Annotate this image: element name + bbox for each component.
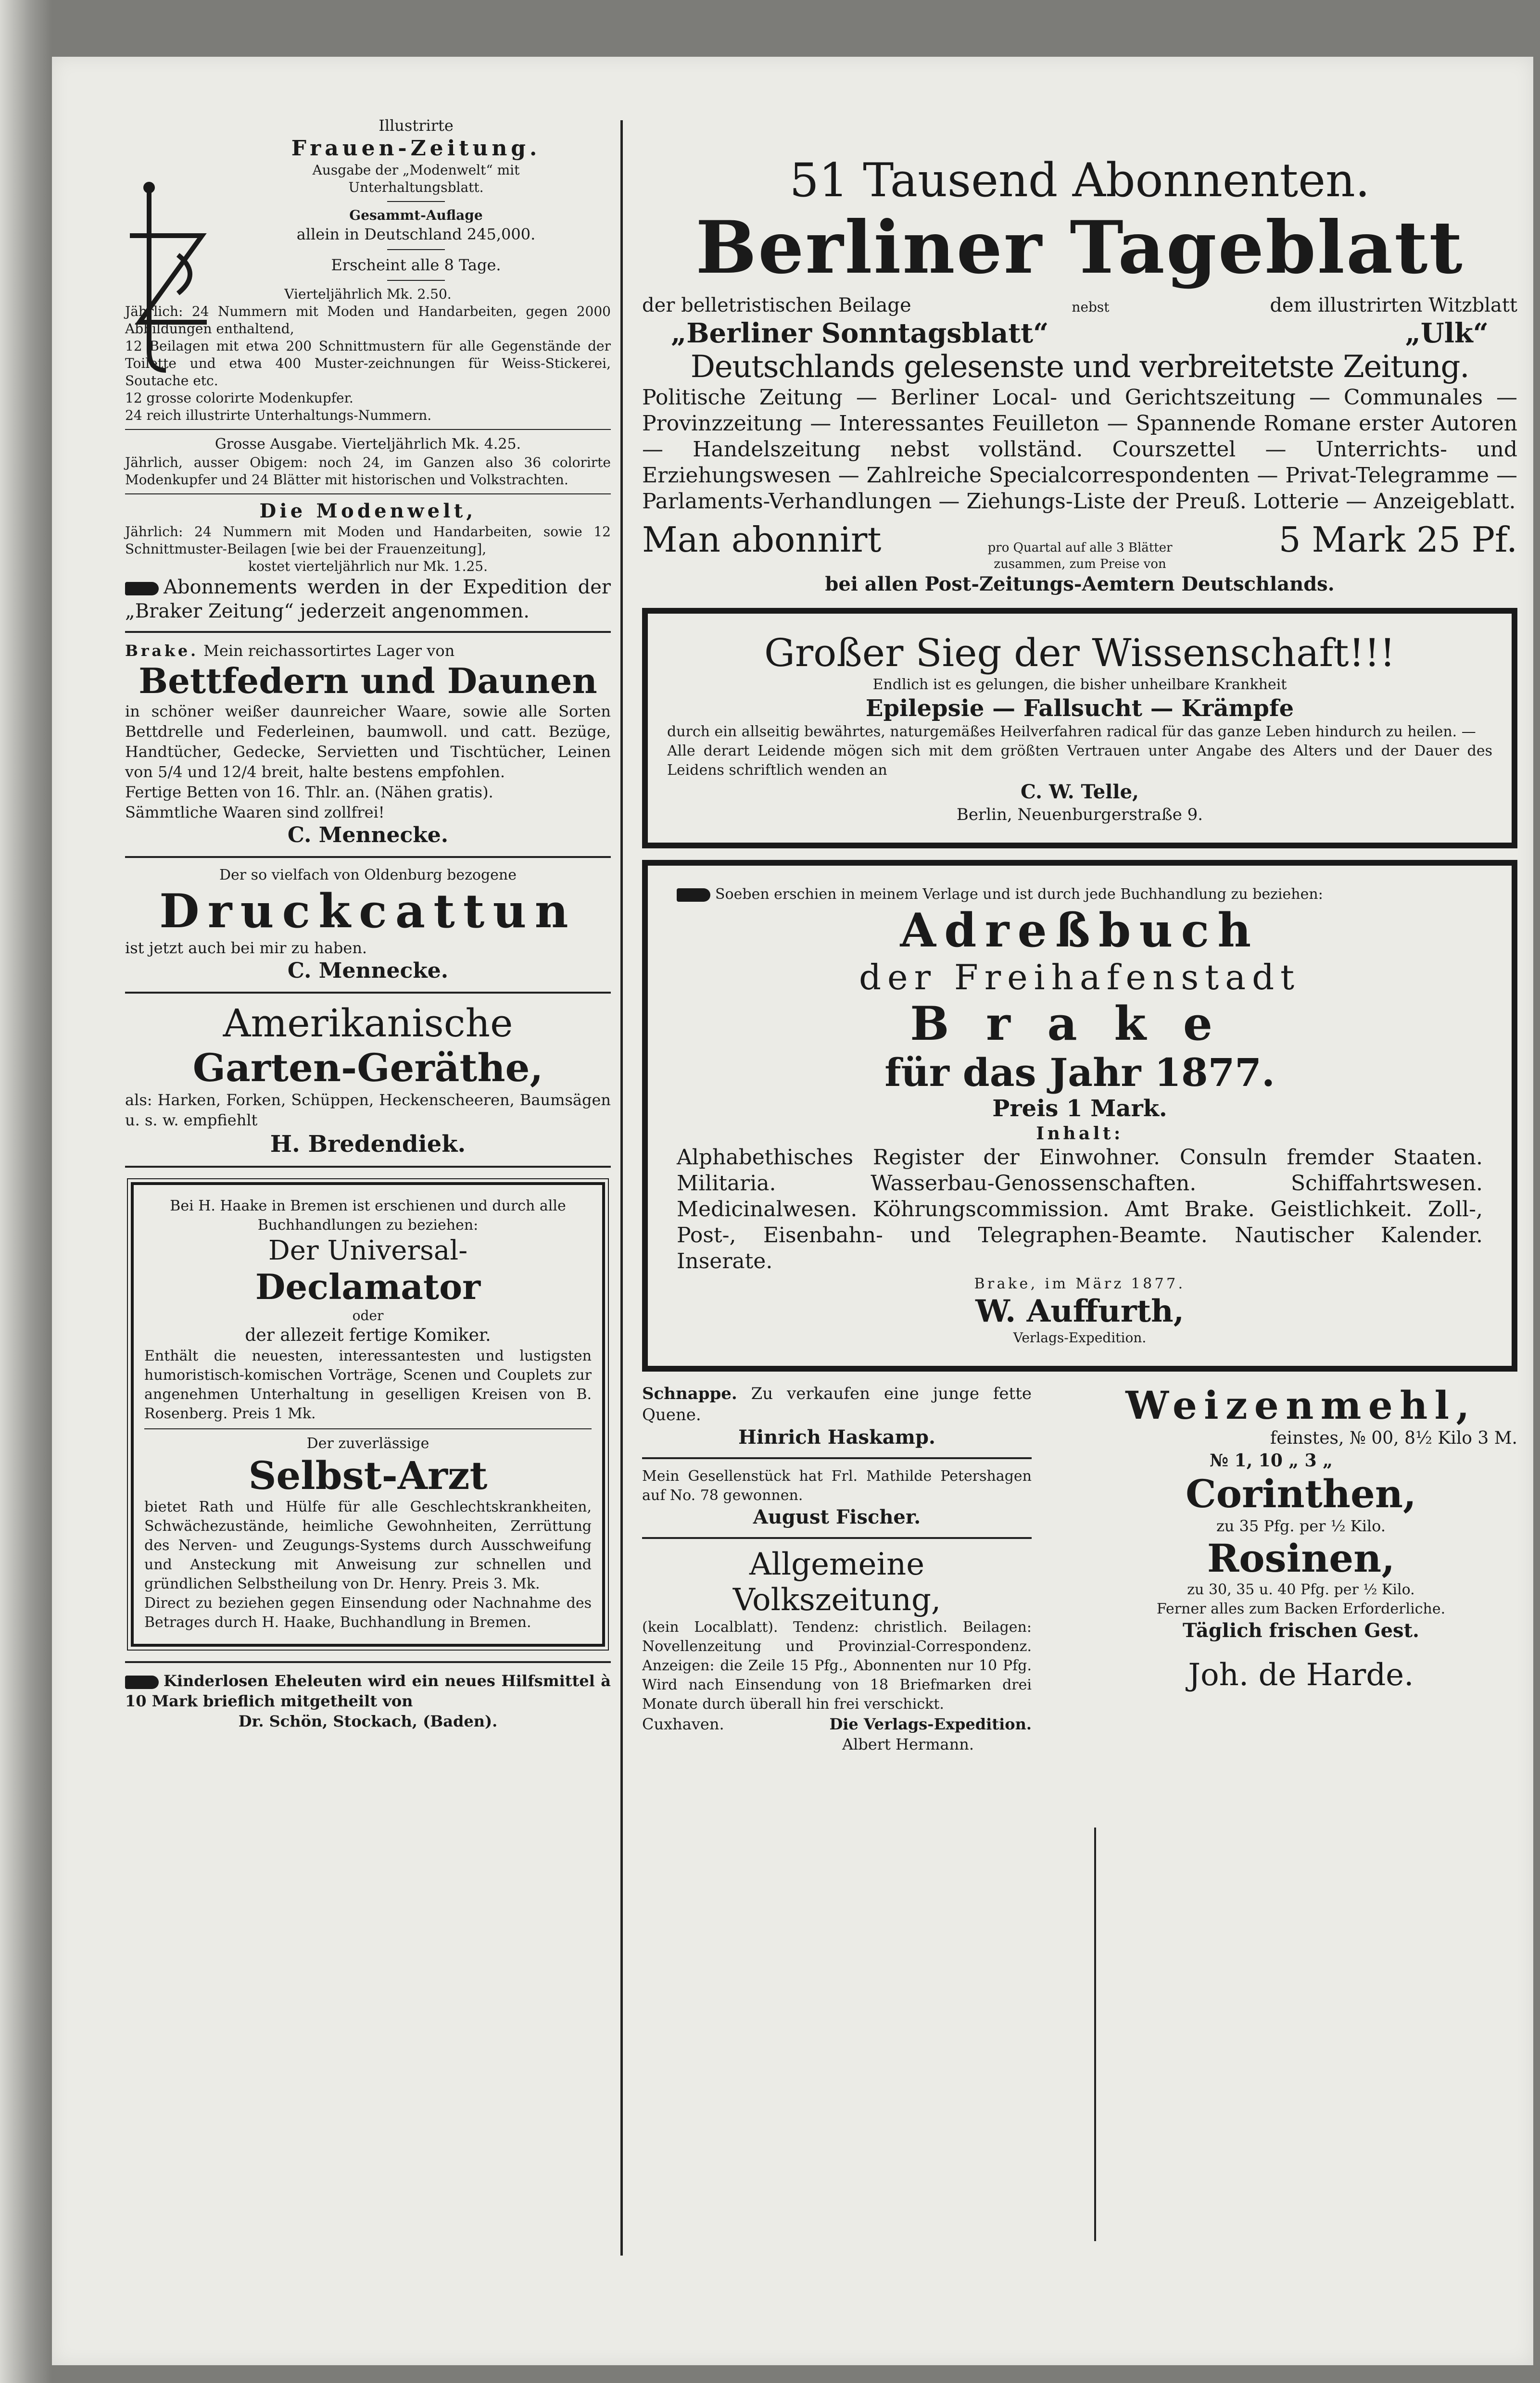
sieg-line3: Alle derart Leidende mögen sich mit dem größten Vertrauen unter Angabe des Alters und der Dauer des Leidens schriftlich wenden an [667, 743, 1492, 779]
frauen-jaehrlich: Jährlich: 24 Nummern mit Moden und Handarbeiten, gegen 2000 Abbildungen enthaltend, [125, 303, 611, 337]
adress-title2: der Freihafenstadt [858, 957, 1301, 997]
weizen-line1: feinstes, № 00, 8½ Kilo 3 M. [1270, 1428, 1517, 1448]
scan-border [0, 0, 52, 2383]
druck-title: Druckcattun [159, 884, 577, 938]
gesellen-sign: August Fischer. [753, 1506, 921, 1528]
decl-text2: bietet Rath und Hülfe für alle Geschlechtskrankheiten, Schwächezustände, heimliche Gewohnheiten, Zerrüttung des Nerven- und Zeugungs-Systems durch Ausschweifung und Ansteckung mit Anweisung zur schnellen und gründlichen Selbstheilung von Dr. Henry. Preis 3. Mk. [144, 1499, 592, 1592]
quartal1: pro Quartal auf alle 3 Blätter [987, 541, 1173, 555]
adress-sign: W. Auffurth, [975, 1293, 1184, 1329]
declamator-ad [131, 1182, 605, 1647]
sieg-title: Großer Sieg der Wissenschaft!!! [764, 630, 1396, 675]
adressbuch-ad [642, 860, 1517, 1372]
weizen-title2: Corinthen, [1186, 1471, 1416, 1516]
weizen-line6: Täglich frischen Gest. [1183, 1619, 1419, 1642]
beilage-nebst: nebst [1072, 299, 1110, 315]
druck-intro: Der so vielfach von Oldenburg bezogene [219, 867, 517, 883]
druck-sign: C. Mennecke. [287, 958, 449, 983]
decl-oder: oder [352, 1308, 384, 1324]
decl-title1: Der Universal- [268, 1235, 468, 1266]
bett-saemmtliche: Sämmtliche Waaren sind zollfrei! [125, 803, 385, 821]
adress-preis: Preis 1 Mark. [992, 1095, 1167, 1122]
gesellen-text: Mein Gesellenstück hat Frl. Mathilde Petershagen auf No. 78 gewonnen. [642, 1468, 1032, 1504]
frauen-title1: Illustrirte [379, 116, 454, 135]
tageblatt-top: 51 Tausend Abonnenten. [789, 153, 1370, 207]
sieg-krankheit: Epilepsie — Fallsucht — Krämpfe [865, 695, 1294, 722]
weizen-title3: Rosinen, [1207, 1536, 1395, 1581]
decl-title4: Selbst-Arzt [248, 1453, 488, 1498]
tageblatt-bei: bei allen Post-Zeitungs-Aemtern Deutschlands. [825, 573, 1335, 595]
right-column [642, 115, 1517, 1754]
decl-intro: Bei H. Haake in Bremen ist erschienen und durch alle Buchhandlungen zu beziehen: [170, 1198, 566, 1234]
frauen-line1: Ausgabe der „Modenwelt“ mit [312, 162, 520, 178]
tageblatt-abonniert: Man abonnirt [642, 519, 882, 560]
kinderlos-text: Kinderlosen Eheleuten wird ein neues Hilfsmittel à 10 Mark brieflich mitgetheilt von [125, 1672, 611, 1710]
modenwelt-title: Die Modenwelt, [259, 500, 477, 522]
sieg-address: Berlin, Neuenburgerstraße 9. [956, 805, 1203, 824]
garten-title2: Garten-Geräthe, [192, 1045, 543, 1090]
adress-title1: Adreßbuch [900, 903, 1260, 958]
schnappe-label: Schnappe. [642, 1384, 737, 1403]
garten-text: als: Harken, Forken, Schüppen, Heckenscheeren, Baumsägen u. s. w. empfiehlt [125, 1091, 611, 1129]
beilage-right2: „Ulk“ [1405, 317, 1489, 349]
weizen-line2: № 1, 10 „ 3 „ [1210, 1450, 1333, 1471]
volkszeitung-ad [642, 1547, 1032, 1754]
left-column [125, 115, 611, 1731]
druckcattun-ad [125, 866, 611, 984]
sieg-line2: durch ein allseitig bewährtes, naturgemäßes Heilverfahren radical für das ganze Leben hindurch zu heilen. — [667, 723, 1476, 740]
bettfedern-ad [125, 641, 611, 848]
garten-ad [125, 1001, 611, 1158]
frauen-auflage2: allein in Deutschland 245,000. [296, 225, 536, 243]
beilage-left2: „Berliner Sonntagsblatt“ [671, 317, 1049, 349]
volks-sign: Die Verlags-Expedition. [829, 1715, 1032, 1733]
gesellen-ad [642, 1467, 1032, 1529]
modenwelt-text: Jährlich: 24 Nummern mit Moden und Handarbeiten, sowie 12 Schnittmuster-Beilagen [wie bei der Frauenzeitung], [125, 524, 611, 557]
schnappe-text: Zu verkaufen eine junge fette Quene. [642, 1384, 1032, 1425]
garten-title1: Amerikanische [223, 1001, 513, 1046]
decl-title3: der allezeit fertige Komiker. [245, 1325, 491, 1345]
column-divider-lower [1094, 1828, 1096, 2241]
frauen-erscheint: Erscheint alle 8 Tage. [331, 256, 501, 274]
schnappe-sign: Hinrich Haskamp. [738, 1426, 935, 1449]
tageblatt-title: Berliner Tageblatt [695, 205, 1464, 290]
bett-intro-rest: Mein reichassortirtes Lager von [203, 642, 455, 660]
bett-title: Bettfedern und Daunen [139, 660, 597, 701]
adress-intro: Soeben erschien in meinem Verlage und ist durch jede Buchhandlung zu beziehen: [715, 886, 1323, 903]
kinderlos-ad [125, 1671, 611, 1731]
frauen-zeitung-ad [125, 115, 611, 623]
bett-fertige: Fertige Betten von 16. Thlr. an. (Nähen gratis). [125, 783, 493, 801]
schnappe-ad [642, 1383, 1032, 1450]
frauen-auflage1: Gesammt-Auflage [349, 207, 483, 223]
adress-title4: für das Jahr 1877. [884, 1050, 1275, 1095]
abo-text: Abonnements werden in der Expedition der „Braker Zeitung“ jederzeit angenommen. [125, 576, 611, 622]
abo-notice [125, 575, 611, 623]
bett-sign: C. Mennecke. [287, 823, 449, 847]
volks-title: Allgemeine Volkszeitung, [732, 1547, 941, 1618]
frauen-unterhaltung: 24 reich illustrirte Unterhaltungs-Nummern. [125, 407, 432, 423]
decl-text3: Direct zu beziehen gegen Einsendung oder Nachnahme des Betrages durch H. Haake, Buchhandlung in Bremen. [144, 1595, 592, 1631]
quartal2: zusammen, zum Preise von [994, 557, 1166, 571]
decl-zuverl: Der zuverlässige [306, 1435, 429, 1452]
weizen-sign: Joh. de Harde. [1188, 1657, 1414, 1693]
tageblatt-text: Politische Zeitung — Berliner Local- und Gerichtszeitung — Communales — Provinzzeitung — Interessantes Feuilleton — Spannende Romane erster Autoren — Handelszeitung nebst vollständ. Courszettel — Unterrichts- und Erziehungswesen — Zahlreiche Specialcorrespondenten — Privat-Telegramme — Parlaments-Verhandlungen — Ziehungs-Liste der Preuß. Lotterie — Anzeigeblatt. [642, 385, 1517, 514]
pointing-hand-icon [125, 582, 159, 595]
adress-title3: Brake [910, 996, 1250, 1051]
sieg-line1: Endlich ist es gelungen, die bisher unheilbare Krankheit [872, 676, 1287, 693]
modenwelt-price: kostet vierteljährlich nur Mk. 1.25. [248, 558, 488, 574]
adress-sign2: Verlags-Expedition. [1013, 1330, 1147, 1346]
kinderlos-sign: Dr. Schön, Stockach, (Baden). [238, 1712, 498, 1730]
tageblatt-ad [642, 154, 1517, 596]
weizenmehl-ad [1085, 1383, 1517, 1754]
weizen-line3: zu 35 Pfg. per ½ Kilo. [1216, 1517, 1386, 1535]
sieg-ad [642, 608, 1517, 848]
adress-inhalt-label: Inhalt: [1036, 1123, 1123, 1144]
frauen-modenkupfer: 12 grosse colorirte Modenkupfer. [125, 390, 353, 406]
decl-text: Enthält die neuesten, interessantesten und lustigsten humoristisch-komischen Vorträge, Scenen und Couplets zur angenehmen Unterhaltung in geselligen Kreisen von B. Rosenberg. Preis 1 Mk. [144, 1348, 592, 1422]
column-divider [620, 120, 623, 2256]
tageblatt-headline: Deutschlands gelesenste und verbreitetste Zeitung. [690, 349, 1469, 385]
bett-text: in schöner weißer daunreicher Waare, sowie alle Sorten Bettdrelle und Federleinen, baumwoll. und catt. Bezüge, Handtücher, Gedecke, Servietten und Tischtücher, Leinen von 5/4 und 12/4 breit, halte bestens empfohlen. [125, 702, 611, 781]
monogram-logo [120, 178, 216, 380]
frauen-grosse-text: Jährlich, ausser Obigem: noch 24, im Ganzen also 36 colorirte Modenkupfer und 24 Blätter mit historischen und Volkstrachten. [125, 454, 611, 488]
decl-title2: Declamator [255, 1266, 481, 1307]
druck-text: ist jetzt auch bei mir zu haben. [125, 939, 367, 957]
pointing-hand-icon [677, 888, 710, 902]
frauen-grosse: Grosse Ausgabe. Vierteljährlich Mk. 4.25. [215, 436, 521, 453]
weizen-title: Weizenmehl, [1125, 1383, 1477, 1428]
frauen-line2: Unterhaltungsblatt. [348, 179, 484, 195]
sieg-sign: C. W. Telle, [1021, 781, 1139, 803]
volks-text: (kein Localblatt). Tendenz: christlich. Beilagen: Novellenzeitung und Provinzial-Correspondenz. Anzeigen: die Zeile 15 Pfg., Abonnenten nur 10 Pfg. Wird nach Einsendung von 18 Briefmarken drei Monate durch überall hin frei verschickt. [642, 1619, 1032, 1713]
tageblatt-price: 5 Mark 25 Pf. [1278, 519, 1517, 560]
garten-sign: H. Bredendiek. [270, 1131, 466, 1158]
volks-ort: Cuxhaven. [642, 1715, 724, 1733]
adress-date: Brake, im März 1877. [974, 1275, 1186, 1292]
frauen-price: Vierteljährlich Mk. 2.50. [284, 286, 452, 302]
lower-left-ads [642, 1383, 1032, 1754]
bett-intro: Brake. [125, 642, 199, 660]
frauen-title2: Frauen-Zeitung. [291, 136, 541, 161]
weizen-line5: Ferner alles zum Backen Erforderliche. [1156, 1601, 1446, 1617]
frauen-beilagen: 12 Beilagen mit etwa 200 Schnittmustern für alle Gegenstände der Toilette und etwa 400 Muster-zeichnungen für Weiss-Stickerei, Soutache etc. [125, 338, 611, 389]
adress-inhalt: Alphabethisches Register der Einwohner. Consuln fremder Staaten. Militaria. Wasserbau-Genossenschaften. Schiffahrtswesen. Medicinalwesen. Köhrungscommission. Amt Brake. Geistlichkeit. Zoll-, Post-, Eisenbahn- und Telegraphen-Beamte. Nautischer Kalender. Inserate. [677, 1145, 1483, 1273]
beilage-left1: der belletristischen Beilage [642, 294, 911, 316]
beilage-right1: dem illustrirten Witzblatt [1270, 294, 1517, 316]
pointing-hand-icon [125, 1676, 159, 1689]
volks-sign2: Albert Hermann. [842, 1735, 974, 1753]
weizen-line4: zu 30, 35 u. 40 Pfg. per ½ Kilo. [1187, 1581, 1415, 1598]
